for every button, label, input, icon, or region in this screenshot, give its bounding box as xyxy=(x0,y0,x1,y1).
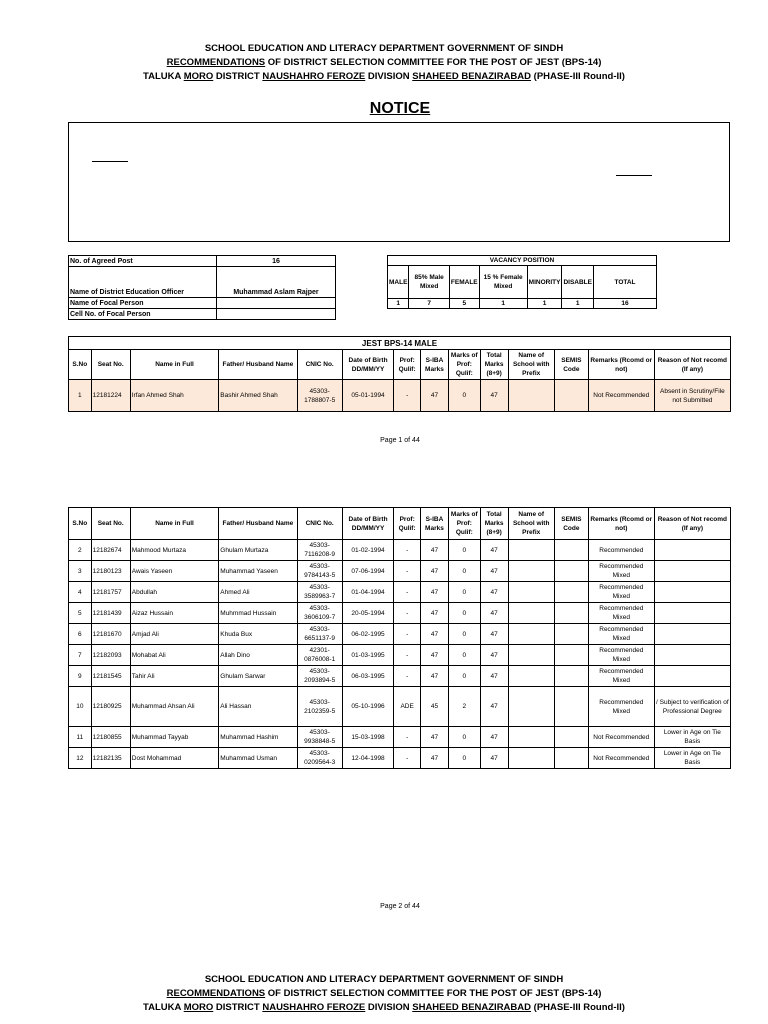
cell-remarks: Recommended Mixed xyxy=(588,624,654,645)
cell-prof: - xyxy=(394,540,421,561)
column-header: Date of Birth DD/MM/YY xyxy=(342,508,393,540)
cell-semis xyxy=(554,727,588,748)
cell-marks_prof: 0 xyxy=(448,748,480,769)
vacancy-header: MALE xyxy=(388,266,409,299)
cell-siba: 47 xyxy=(421,561,449,582)
cell-cnic: 45303-1788807-5 xyxy=(297,380,342,412)
cell-semis xyxy=(554,687,588,727)
cell-semis xyxy=(554,645,588,666)
notice-box xyxy=(68,122,730,242)
cell-cnic: 45303-0209564-3 xyxy=(297,748,342,769)
cell-prof: - xyxy=(394,666,421,687)
vacancy-header: 15 % Female Mixed xyxy=(479,266,527,299)
deo-label: Name of District Education Officer xyxy=(69,267,217,298)
cell-cnic: 45303-2093894-5 xyxy=(297,666,342,687)
cell-reason xyxy=(654,624,730,645)
cell-marks_prof: 0 xyxy=(448,561,480,582)
merit-table-page1 xyxy=(68,336,731,412)
column-header: S-IBA Marks xyxy=(421,350,449,380)
cell-name: Aizaz Hussain xyxy=(130,603,219,624)
cell-prof: - xyxy=(394,380,421,412)
cell-seat: 12181545 xyxy=(91,666,130,687)
cell-school xyxy=(508,540,554,561)
vacancy-table xyxy=(387,255,657,309)
cell-seat: 12181670 xyxy=(91,624,130,645)
cell-father: Muhammad Usman xyxy=(219,748,297,769)
cell-sno: 9 xyxy=(69,666,92,687)
vacancy-value: 5 xyxy=(449,299,479,309)
cell-name: Awais Yaseen xyxy=(130,561,219,582)
vacancy-value: 1 xyxy=(527,299,562,309)
cell-father: Ahmed Ali xyxy=(219,582,297,603)
cell-seat: 12180925 xyxy=(91,687,130,727)
column-header: SEMIS Code xyxy=(554,350,588,380)
column-header: Prof: Qulif: xyxy=(394,508,421,540)
cell-cnic: 45303-6651137-9 xyxy=(297,624,342,645)
column-header: Date of Birth DD/MM/YY xyxy=(342,350,393,380)
cell-dob: 01-04-1994 xyxy=(342,582,393,603)
header-line3-d: NAUSHAHRO FEROZE xyxy=(262,1002,366,1013)
column-header: S-IBA Marks xyxy=(421,508,449,540)
column-header: Name in Full xyxy=(130,508,219,540)
cell-total: 47 xyxy=(480,645,508,666)
merit-table-page2 xyxy=(68,507,731,769)
header-line3-e: DIVISION xyxy=(365,1002,413,1013)
cell-father: Ali Hassan xyxy=(219,687,297,727)
header-line3-a: TALUKA xyxy=(143,71,184,82)
cell-seat: 12181757 xyxy=(91,582,130,603)
cell-sno: 12 xyxy=(69,748,92,769)
cell-prof: - xyxy=(394,748,421,769)
cell-seat: 12182674 xyxy=(91,540,130,561)
header-line2-b: OF DISTRICT SELECTION COMMITTEE FOR THE POST OF JEST (BPS-14) xyxy=(265,988,602,999)
header-line2 xyxy=(0,987,768,1001)
cell-father: Khuda Bux xyxy=(219,624,297,645)
column-header: Total Marks (8+9) xyxy=(480,350,508,380)
vacancy-header: 85% Male Mixed xyxy=(409,266,450,299)
cell-semis xyxy=(554,380,588,412)
cell-siba: 47 xyxy=(421,624,449,645)
header-line1: SCHOOL EDUCATION AND LITERACY DEPARTMENT GOVERNMENT OF SINDH xyxy=(204,974,564,985)
cell-total: 47 xyxy=(480,380,508,412)
cell-cnic: 45303-3606109-7 xyxy=(297,603,342,624)
cell-sno: 5 xyxy=(69,603,92,624)
cell-prof: ADE xyxy=(394,687,421,727)
focal-label: Name of Focal Person xyxy=(69,298,217,309)
table-row xyxy=(69,687,731,727)
column-header: Father/ Husband Name xyxy=(219,350,297,380)
cell-school xyxy=(508,380,554,412)
cell-name: Irfan Ahmed Shah xyxy=(130,380,219,412)
vacancy-value: 1 xyxy=(479,299,527,309)
cell-reason xyxy=(654,645,730,666)
cell-prof: - xyxy=(394,624,421,645)
column-header: Total Marks (8+9) xyxy=(480,508,508,540)
cell-siba: 47 xyxy=(421,603,449,624)
table-row xyxy=(69,624,731,645)
cell-total: 47 xyxy=(480,748,508,769)
cell-total: 47 xyxy=(480,624,508,645)
cell-dob: 20-05-1994 xyxy=(342,603,393,624)
cell-cnic: 45303-9938848-5 xyxy=(297,727,342,748)
vacancy-header: MINORITY xyxy=(527,266,562,299)
cell-seat: 12182135 xyxy=(91,748,130,769)
info-table xyxy=(68,255,336,320)
cell-remarks: Recommended Mixed xyxy=(588,561,654,582)
cell-dob: 07-06-1994 xyxy=(342,561,393,582)
header-line2-b: OF DISTRICT SELECTION COMMITTEE FOR THE POST OF JEST (BPS-14) xyxy=(265,57,602,68)
header-line1: SCHOOL EDUCATION AND LITERACY DEPARTMENT GOVERNMENT OF SINDH xyxy=(204,43,564,54)
cell-school xyxy=(508,582,554,603)
cell-remarks: Not Recommended xyxy=(588,380,654,412)
table-row xyxy=(69,666,731,687)
cell-sno: 4 xyxy=(69,582,92,603)
column-header: S.No xyxy=(69,350,92,380)
cell-prof: - xyxy=(394,603,421,624)
cell-total: 47 xyxy=(480,540,508,561)
column-header: CNIC No. xyxy=(297,508,342,540)
cell-total: 47 xyxy=(480,727,508,748)
vacancy-value: 1 xyxy=(562,299,594,309)
cell-seat: 12180855 xyxy=(91,727,130,748)
cell-remarks: Recommended Mixed xyxy=(588,582,654,603)
column-header: Marks of Prof: Qulif: xyxy=(448,508,480,540)
header-line3-d: NAUSHAHRO FEROZE xyxy=(262,71,366,82)
cell-semis xyxy=(554,666,588,687)
cell-school xyxy=(508,624,554,645)
cell-value xyxy=(217,309,336,320)
vacancy-value: 1 xyxy=(388,299,409,309)
column-header: Father/ Husband Name xyxy=(219,508,297,540)
cell-reason xyxy=(654,603,730,624)
cell-sno: 10 xyxy=(69,687,92,727)
cell-dob: 06-02-1995 xyxy=(342,624,393,645)
cell-name: Mohabat Ali xyxy=(130,645,219,666)
header-line3-g: (PHASE-III Round-II) xyxy=(531,1002,625,1013)
cell-siba: 47 xyxy=(421,540,449,561)
header-line3-c: DISTRICT xyxy=(213,71,263,82)
cell-siba: 47 xyxy=(421,582,449,603)
column-header: Name of School with Prefix xyxy=(508,508,554,540)
agreed-post-label: No. of Agreed Post xyxy=(69,256,217,267)
cell-sno: 11 xyxy=(69,727,92,748)
cell-marks_prof: 0 xyxy=(448,666,480,687)
header-line2-a: RECOMMENDATIONS xyxy=(166,57,266,68)
column-header: Seat No. xyxy=(91,508,130,540)
cell-marks_prof: 2 xyxy=(448,687,480,727)
cell-dob: 06-03-1995 xyxy=(342,666,393,687)
header-line3-f: SHAHEED BENAZIRABAD xyxy=(412,1002,532,1013)
cell-sno: 7 xyxy=(69,645,92,666)
cell-siba: 45 xyxy=(421,687,449,727)
cell-marks_prof: 0 xyxy=(448,624,480,645)
column-header: Prof: Qulif: xyxy=(394,350,421,380)
cell-marks_prof: 0 xyxy=(448,540,480,561)
page-header-repeat xyxy=(0,973,768,1015)
cell-sno: 2 xyxy=(69,540,92,561)
cell-father: Muhammad Hashim xyxy=(219,727,297,748)
cell-reason xyxy=(654,540,730,561)
cell-semis xyxy=(554,582,588,603)
cell-reason xyxy=(654,666,730,687)
cell-cnic: 45303-7116208-9 xyxy=(297,540,342,561)
cell-semis xyxy=(554,540,588,561)
header-line3-e: DIVISION xyxy=(365,71,413,82)
header-line3-g: (PHASE-III Round-II) xyxy=(531,71,625,82)
cell-sno: 6 xyxy=(69,624,92,645)
cell-father: Muhmmad Hussain xyxy=(219,603,297,624)
cell-school xyxy=(508,687,554,727)
vacancy-header: DISABLE xyxy=(562,266,594,299)
cell-seat: 12181439 xyxy=(91,603,130,624)
cell-dob: 05-01-1994 xyxy=(342,380,393,412)
notice-title: NOTICE xyxy=(369,100,431,117)
header-line3-f: SHAHEED BENAZIRABAD xyxy=(412,71,532,82)
cell-total: 47 xyxy=(480,666,508,687)
table-row xyxy=(69,727,731,748)
page-number-1: Page 1 of 44 xyxy=(380,437,420,444)
cell-name: Dost Mohammad xyxy=(130,748,219,769)
table-row xyxy=(69,561,731,582)
cell-name: Muhammad Tayyab xyxy=(130,727,219,748)
cell-school xyxy=(508,645,554,666)
cell-marks_prof: 0 xyxy=(448,645,480,666)
cell-name: Abdullah xyxy=(130,582,219,603)
deo-value: Muhammad Aslam Rajper xyxy=(217,267,336,298)
cell-school xyxy=(508,727,554,748)
column-header: Remarks (Rcomd or not) xyxy=(588,508,654,540)
cell-dob: 01-03-1995 xyxy=(342,645,393,666)
cell-father: Allah Dino xyxy=(219,645,297,666)
cell-semis xyxy=(554,603,588,624)
cell-school xyxy=(508,748,554,769)
cell-reason xyxy=(654,582,730,603)
page-header xyxy=(0,42,768,84)
header-line2 xyxy=(0,56,768,70)
column-header: Marks of Prof: Qulif: xyxy=(448,350,480,380)
cell-dob: 01-02-1994 xyxy=(342,540,393,561)
cell-marks_prof: 0 xyxy=(448,380,480,412)
cell-total: 47 xyxy=(480,582,508,603)
cell-name: Tahir Ali xyxy=(130,666,219,687)
cell-school xyxy=(508,561,554,582)
cell-total: 47 xyxy=(480,687,508,727)
cell-dob: 05-10-1996 xyxy=(342,687,393,727)
cell-seat: 12182093 xyxy=(91,645,130,666)
table-row xyxy=(69,540,731,561)
cell-cnic: 45303-3589963-7 xyxy=(297,582,342,603)
cell-marks_prof: 0 xyxy=(448,603,480,624)
cell-name: Amjad Ali xyxy=(130,624,219,645)
cell-sno: 1 xyxy=(69,380,92,412)
header-line3-a: TALUKA xyxy=(143,1002,184,1013)
cell-siba: 47 xyxy=(421,727,449,748)
header-line3 xyxy=(0,70,768,84)
cell-father: Ghulam Sarwar xyxy=(219,666,297,687)
cell-siba: 47 xyxy=(421,380,449,412)
cell-remarks: Recommended Mixed xyxy=(588,687,654,727)
column-header: Seat No. xyxy=(91,350,130,380)
cell-name: Mahmood Murtaza xyxy=(130,540,219,561)
cell-school xyxy=(508,666,554,687)
header-line2-a: RECOMMENDATIONS xyxy=(166,988,266,999)
cell-total: 47 xyxy=(480,561,508,582)
page-number-2: Page 2 of 44 xyxy=(380,903,420,910)
cell-total: 47 xyxy=(480,603,508,624)
column-header: Name of School with Prefix xyxy=(508,350,554,380)
cell-prof: - xyxy=(394,582,421,603)
cell-name: Muhammad Ahsan Ali xyxy=(130,687,219,727)
cell-siba: 47 xyxy=(421,645,449,666)
notice-line-left xyxy=(92,161,128,162)
cell-remarks: Recommended xyxy=(588,540,654,561)
table-row xyxy=(69,582,731,603)
cell-father: Ghulam Murtaza xyxy=(219,540,297,561)
cell-reason: Lower in Age on Tie Basis xyxy=(654,748,730,769)
header-line3-c: DISTRICT xyxy=(213,1002,263,1013)
cell-seat: 12181224 xyxy=(91,380,130,412)
cell-remarks: Recommended Mixed xyxy=(588,603,654,624)
cell-father: Muhammad Yaseen xyxy=(219,561,297,582)
cell-sno: 3 xyxy=(69,561,92,582)
table-title: JEST BPS-14 MALE xyxy=(69,337,731,350)
cell-reason: Lower in Age on Tie Basis xyxy=(654,727,730,748)
cell-remarks: Not Recommended xyxy=(588,727,654,748)
cell-label: Cell No. of Focal Person xyxy=(69,309,217,320)
cell-cnic: 45303-2102359-5 xyxy=(297,687,342,727)
table-row xyxy=(69,603,731,624)
cell-father: Bashir Ahmed Shah xyxy=(219,380,297,412)
column-header: Remarks (Rcomd or not) xyxy=(588,350,654,380)
cell-seat: 12180123 xyxy=(91,561,130,582)
vacancy-header: TOTAL xyxy=(594,266,657,299)
cell-semis xyxy=(554,561,588,582)
cell-reason: / Subject to verification of Professional Degree xyxy=(654,687,730,727)
cell-school xyxy=(508,603,554,624)
cell-prof: - xyxy=(394,645,421,666)
vacancy-value: 16 xyxy=(594,299,657,309)
cell-remarks: Not Recommended xyxy=(588,748,654,769)
cell-prof: - xyxy=(394,727,421,748)
cell-marks_prof: 0 xyxy=(448,582,480,603)
agreed-post-value: 16 xyxy=(217,256,336,267)
cell-siba: 47 xyxy=(421,666,449,687)
vacancy-value: 7 xyxy=(409,299,450,309)
cell-remarks: Recommended Mixed xyxy=(588,666,654,687)
cell-semis xyxy=(554,624,588,645)
header-line3 xyxy=(0,1001,768,1015)
column-header: Reason of Not recomd (If any) xyxy=(654,350,730,380)
header-line3-b: MORO xyxy=(183,71,214,82)
column-header: SEMIS Code xyxy=(554,508,588,540)
cell-dob: 12-04-1998 xyxy=(342,748,393,769)
focal-value xyxy=(217,298,336,309)
cell-semis xyxy=(554,748,588,769)
table-row xyxy=(69,645,731,666)
cell-prof: - xyxy=(394,561,421,582)
vacancy-header: FEMALE xyxy=(449,266,479,299)
header-line3-b: MORO xyxy=(183,1002,214,1013)
column-header: Reason of Not recomd (If any) xyxy=(654,508,730,540)
cell-remarks: Recommended Mixed xyxy=(588,645,654,666)
cell-reason xyxy=(654,561,730,582)
table-row xyxy=(69,748,731,769)
column-header: CNIC No. xyxy=(297,350,342,380)
vacancy-title: VACANCY POSITION xyxy=(388,256,657,266)
table-row xyxy=(69,380,731,412)
notice-line-right xyxy=(616,175,652,176)
cell-cnic: 45303-9784143-5 xyxy=(297,561,342,582)
column-header: Name in Full xyxy=(130,350,219,380)
cell-reason: Absent in Scrutiny/File not Submitted xyxy=(654,380,730,412)
cell-siba: 47 xyxy=(421,748,449,769)
column-header: S.No xyxy=(69,508,92,540)
cell-marks_prof: 0 xyxy=(448,727,480,748)
cell-dob: 15-03-1998 xyxy=(342,727,393,748)
cell-cnic: 42301-0876008-1 xyxy=(297,645,342,666)
